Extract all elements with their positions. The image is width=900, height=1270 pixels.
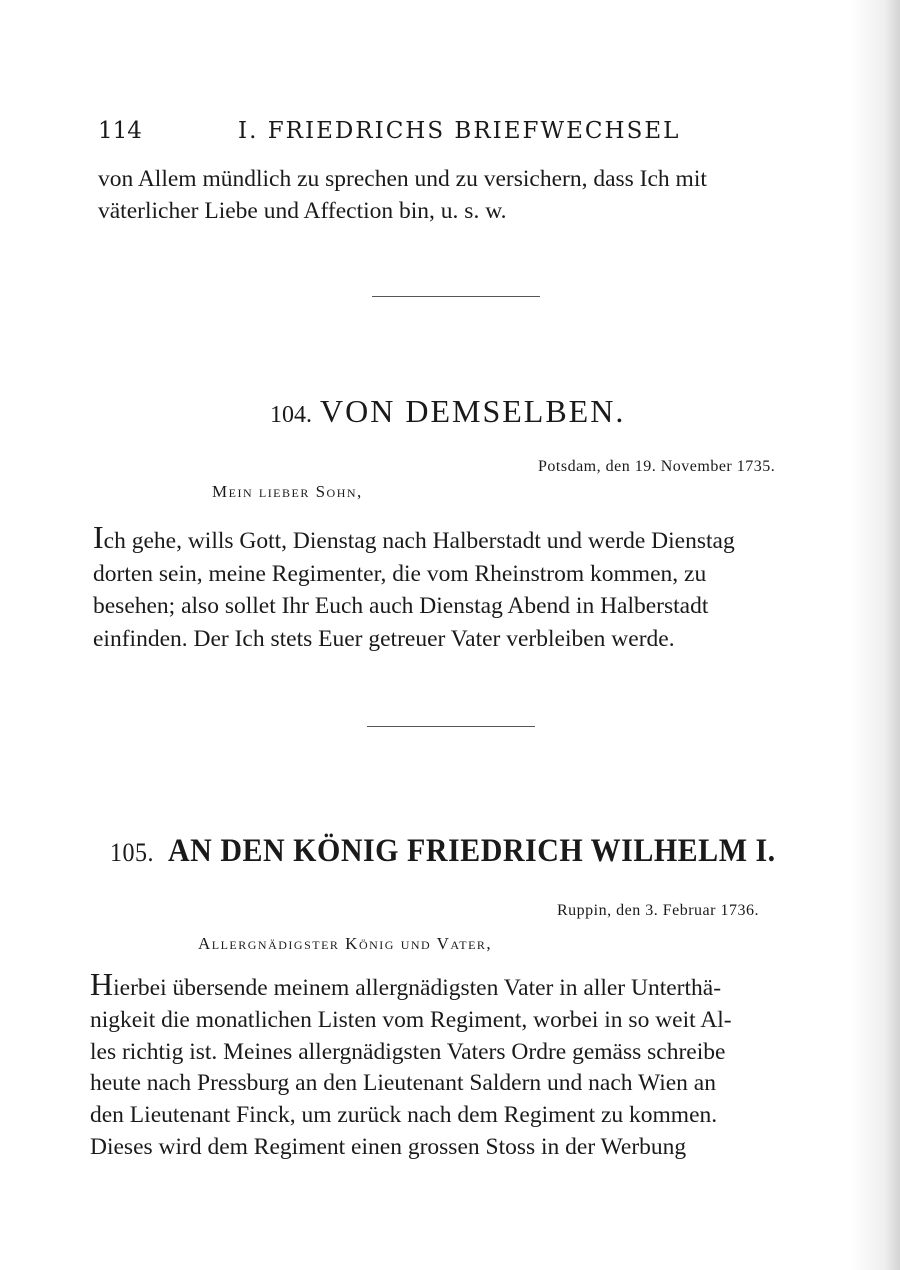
- continuation-paragraph: [98, 164, 822, 227]
- letter-number: 105.: [110, 839, 154, 868]
- text-line: Dieses wird dem Regiment einen grossen Stoss in der Werbung: [90, 1133, 687, 1160]
- text-line: von Allem mündlich zu sprechen und zu versichern, dass Ich mit: [98, 166, 707, 192]
- section-divider: [372, 296, 540, 297]
- drop-cap: I: [93, 519, 104, 555]
- text-line: dorten sein, meine Regimenter, die vom Rheinstrom kommen, zu: [93, 560, 707, 587]
- letter-title: AN DEN KÖNIG FRIEDRICH WILHELM I.: [168, 833, 776, 869]
- drop-cap: H: [90, 966, 114, 1002]
- page-number: 114: [98, 118, 142, 144]
- text-line: les richtig ist. Meines allergnädigsten Vaters Ordre gemäss schreibe: [90, 1038, 726, 1065]
- page-edge-shadow: [850, 0, 900, 1270]
- letter-105-body: [90, 968, 814, 1164]
- text-fragment: ierbei übersende meinem allergnädigsten Vater in aller Unterthä-: [113, 975, 722, 1001]
- text-line: einfinden. Der Ich stets Euer getreuer Vater verbleiben werde.: [93, 625, 675, 652]
- running-head: [98, 118, 818, 144]
- letter-104-salutation: Mein lieber Sohn,: [212, 482, 363, 501]
- text-line: nigkeit die monatlichen Listen vom Regiment, worbei in so weit Al-: [90, 1006, 732, 1033]
- letter-104-body: [93, 521, 819, 655]
- letter-104-heading: [270, 393, 690, 430]
- letter-105-dateline: Ruppin, den 3. Februar 1736.: [557, 902, 759, 919]
- text-line: den Lieutenant Finck, um zurück nach dem Regiment zu kommen.: [90, 1102, 718, 1129]
- letter-104-dateline: Potsdam, den 19. November 1735.: [538, 458, 776, 475]
- text-line: [90, 968, 814, 1005]
- running-head-title: I. FRIEDRICHS BRIEFWECHSEL: [238, 118, 681, 144]
- text-line: heute nach Pressburg an den Lieutenant Saldern und nach Wien an: [90, 1070, 716, 1097]
- letter-105-salutation: Allergnädigster König und Vater,: [198, 934, 493, 953]
- text-line: väterlicher Liebe und Affection bin, u. s. w.: [98, 197, 507, 224]
- letter-title: VON DEMSELBEN.: [320, 393, 626, 429]
- text-fragment: ch gehe, wills Gott, Dienstag nach Halberstadt und werde Dienstag: [103, 528, 735, 554]
- text-line: besehen; also sollet Ihr Euch auch Dienstag Abend in Halberstadt: [93, 593, 709, 619]
- section-divider: [367, 726, 535, 727]
- letter-105-heading: [110, 833, 810, 870]
- letter-number: 104.: [270, 402, 312, 428]
- text-line: [93, 521, 819, 558]
